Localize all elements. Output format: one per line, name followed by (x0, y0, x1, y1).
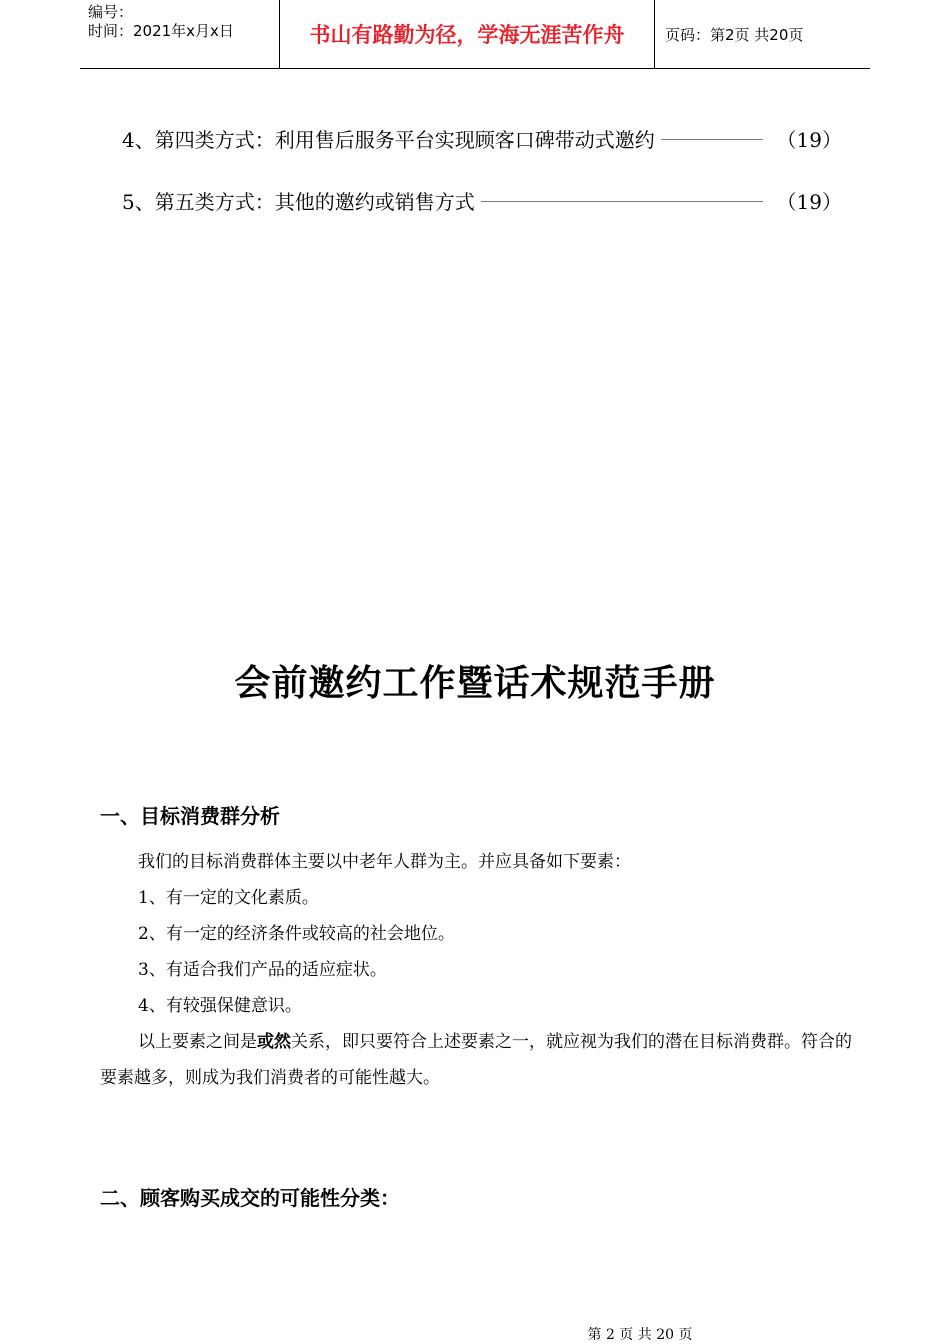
closing-post: 关系，即只要符合上述要素之一，就应视为我们的潜在目标消费群。符合的要素越多，则成为我们消费者的可能性越大。 (100, 1032, 852, 1088)
document-title: 会前邀约工作暨话术规范手册 (234, 663, 716, 704)
toc-entry-text: 4、第四类方式：利用售后服务平台实现顾客口碑带动式邀约 (122, 127, 655, 152)
section-heading: 一、目标消费群分析 (100, 804, 280, 828)
header-time-label: 时间：2021年x月x日 (88, 22, 234, 40)
toc-entry-page: （19） (776, 127, 842, 152)
section-heading: 二、顾客购买成交的可能性分类： (100, 1186, 400, 1210)
paragraph: 我们的目标消费群体主要以中老年人群为主。并应具备如下要素： (138, 852, 631, 872)
list-item: 2、有一定的经济条件或较高的社会地位。 (138, 924, 455, 944)
list-item: 3、有适合我们产品的适应症状。 (138, 960, 387, 980)
paragraph (100, 1024, 852, 1096)
header-motto: 书山有路勤为径，学海无涯苦作舟 (280, 0, 655, 68)
page-footer: 第 2 页 共 20 页 (587, 1327, 693, 1343)
section-body (100, 844, 852, 1096)
closing-pre: 以上要素之间是 (138, 1032, 257, 1052)
list-item: 4、有较强保健意识。 (138, 996, 302, 1016)
toc-leader-line (481, 201, 763, 202)
toc-entry-page: （19） (776, 189, 842, 214)
toc-entry (122, 124, 842, 152)
toc-entry (122, 186, 842, 214)
header-page-info: 页码：第2页 共20页 (665, 25, 804, 44)
toc-entry-text: 5、第五类方式：其他的邀约或销售方式 (122, 189, 475, 214)
list-item: 1、有一定的文化素质。 (138, 888, 319, 908)
page-header (80, 0, 870, 69)
toc-leader-line (661, 139, 763, 140)
header-number-label: 编号： (88, 3, 134, 21)
header-meta (80, 0, 280, 68)
closing-bold: 或然 (257, 1032, 291, 1052)
